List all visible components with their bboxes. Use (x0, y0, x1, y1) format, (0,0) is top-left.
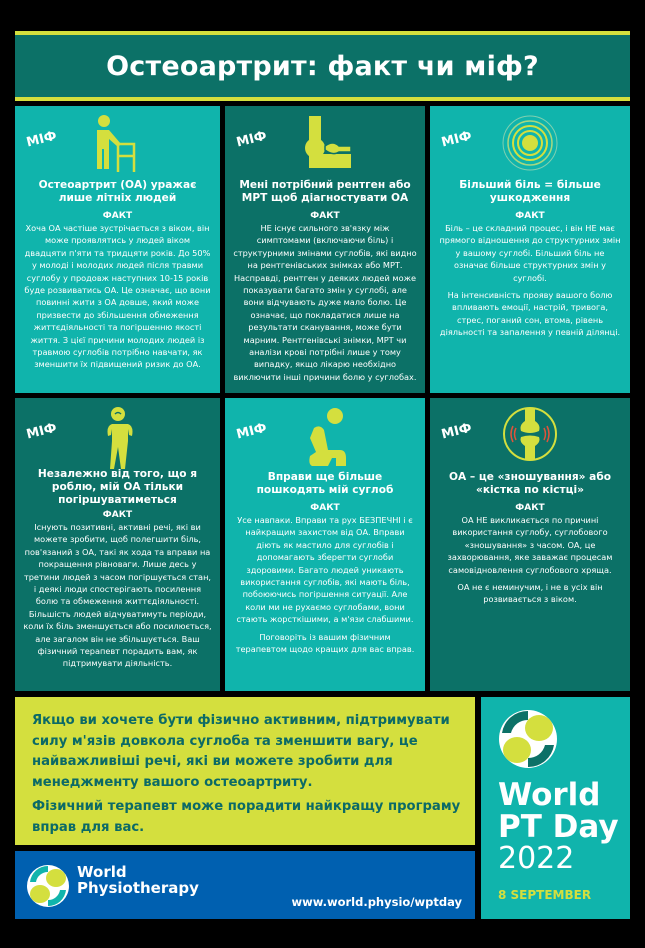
fact-text: ОА НЕ викликається по причині використання суглобу, суглобового «зношування» з часом. ОА, це захворювання, яке заважає процесам самовідновлення суглобового хряща. (447, 515, 613, 575)
fact-label: ФАКТ (102, 510, 133, 520)
myth-card-4 (15, 398, 220, 691)
org-name-line1: World (77, 863, 127, 881)
myth-label: МІФ (235, 420, 269, 443)
brand-date: 8 SEPTEMBER (498, 888, 592, 902)
fact-section (23, 509, 212, 675)
fact-text: НЕ існує сильного зв'язку між симптомами (включаючи біль) і структурними змінами суглобів, які видно на рентгенівських знімках або МРТ. Насправді, рентген у деяких людей може показувати багато змін у суглобі, але вони відчувають дуже мало болю. Це означає, що покладатися лише на результати сканування, може бути марним. Рентгенівські знімки, МРТ чи аналізи крові потрібні лише у тому випадку, якщо лікарю необхідно виключити інші причини болю у суглобах. (233, 223, 417, 382)
call-to-action-box (15, 697, 475, 845)
world-physiotherapy-logo-icon (26, 864, 70, 908)
fact-text: Біль – це складний процес, і він НЕ має прямого відношення до структурних змін у вашому суглобі. Більший біль не означає більше структурних змін у суглобі. (439, 223, 621, 283)
myth-label: МІФ (25, 128, 59, 151)
myth-card-5 (225, 398, 425, 691)
fact-text: Усе навпаки. Вправи та рух БЕЗПЕЧНІ і є найкращим захистом від ОА. Вправи діють як мастило для суглобів і допомагають зберегти суглоби здоровими. Багато людей уникають використання суглобів, які мають біль, побоюючись погіршення ситуації. Але коли ми не рухаємо суглобами, вони стають жорсткішими, а м'язи слабшими. (236, 515, 414, 625)
walker-person-icon (88, 114, 148, 174)
cta-text: Фізичний терапевт може порадити найкращу програму вправ для вас. (32, 799, 461, 835)
myth-heading: Остеоартрит (ОА) уражає лише літніх людей (38, 179, 197, 204)
myth-label: МІФ (440, 128, 474, 151)
myth-label: МІФ (25, 420, 59, 443)
myth-card-6 (430, 398, 630, 691)
myth-card-2 (225, 106, 425, 393)
sad-person-icon (96, 406, 140, 472)
fact-section (233, 210, 417, 388)
fact-section (438, 502, 622, 611)
elbow-joint-icon (295, 114, 355, 172)
fact-section (438, 210, 622, 344)
fact-text: Поговоріть із вашим фізичним терапевтом щодо кращих для вас вправ. (235, 631, 415, 655)
fact-label: ФАКТ (102, 211, 133, 221)
myth-label: МІФ (440, 420, 474, 443)
fact-label: ФАКТ (310, 503, 340, 513)
fact-label: ФАКТ (310, 211, 340, 221)
fact-text: На інтенсивність прояву вашого болю впливають емоції, настрій, тривога, стрес, поганий сон, втома, рівень діяльності та запалення у певній ділянці. (439, 290, 621, 338)
myth-heading: Мені потрібний рентген або МРТ щоб діагностувати ОА (239, 179, 411, 204)
fact-label: ФАКТ (515, 503, 545, 513)
knee-joint-icon (502, 406, 558, 462)
myth-card-3 (430, 106, 630, 393)
org-name-line2: Physiotherapy (77, 879, 199, 897)
world-pt-day-brand (481, 697, 630, 919)
myth-heading: Більший біль = більше ушкодження (459, 179, 601, 204)
fact-text: ОА не є неминучим, і не в усіх він розвивається з віком. (457, 582, 603, 605)
myth-heading: ОА – це «зношування» або «кістка по кістці» (448, 471, 611, 496)
brand-year: 2022 (498, 841, 575, 876)
fact-text: Існують позитивні, активні речі, які ви можете зробити, щоб полегшити біль, пов'язаний з ОА, такі як хода та вправи на покращення рівноваги. Лише десь у третини людей з часом погіршується стан, і деякі люди спостерігають посилення болю та обмеження життєдіяльності. Більшість людей відчуватимуть періоди, коли їх біль зменшується або посилюється, але загалом він не збільшується. Ваш фізичний терапевт порадить вам, як підтримувати діяльність. (23, 522, 212, 669)
pain-radiating-circles-icon (501, 114, 559, 172)
website-link[interactable]: www.world.physio/wptday (291, 895, 462, 909)
myth-heading: Вправи ще більше пошкодять мій суглоб (256, 471, 394, 496)
cta-text: Якщо ви хочете бути фізично активним, підтримувати силу м'язів довкола суглоба та зменшити вагу, це найважливіші речі, які ви можете зробити для менеджменту вашого остеоартриту. (32, 713, 450, 790)
myth-label: МІФ (235, 128, 269, 151)
footer-banner (15, 851, 475, 919)
fact-label: ФАКТ (515, 211, 545, 221)
myth-heading: Незалежно від того, що я роблю, мій ОА тільки погіршуватиметься (37, 468, 198, 506)
page-title: Остеоартрит: факт чи міф? (106, 50, 539, 82)
fact-section (23, 210, 212, 376)
fact-text: Хоча ОА частіше зустрічається з віком, він може проявлятись у людей віком двадцяти п'яти та тридцяти років. До 50% у молоді і молодих людей після травми суглобу у продовж наступних 10-15 років буде розвиватись ОА. Це означає, що вони повинні жити з ОА довше, який може призвести до збільшення обмеження життєдіяльності та погіршенню якості життя. З цієї причини молодих людей із травмою суглобів потрібно навчати, як зменшити їх підвищений ризик до ОА. (24, 223, 211, 370)
org-name (77, 864, 199, 896)
myth-card-1 (15, 106, 220, 393)
kneeling-person-icon (300, 406, 350, 468)
brand-line1: World (498, 777, 601, 813)
world-pt-day-logo-icon (498, 709, 558, 769)
brand-line2: PT Day (498, 809, 619, 845)
title-banner (15, 31, 630, 101)
fact-section (233, 502, 417, 660)
